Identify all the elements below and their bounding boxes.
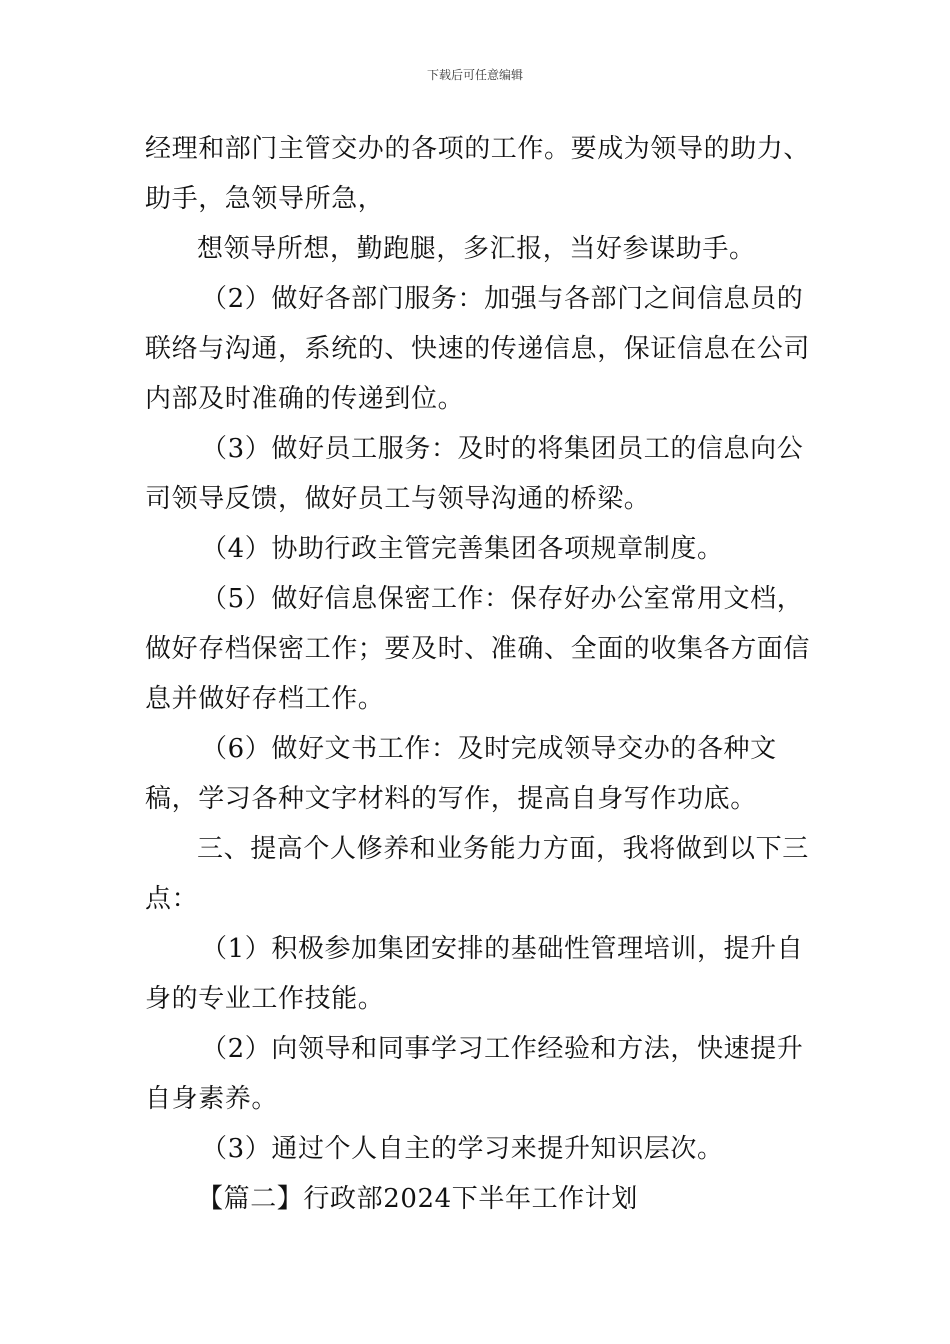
page-header-note: 下载后可任意编辑 (426, 68, 523, 82)
chapter-title: 【篇二】行政部2024下半年工作计划 (197, 1184, 638, 1214)
paragraph-9: （1）积极参加集团安排的基础性管理培训，提升自身的专业工作技能。 (145, 934, 804, 1014)
paragraph-2: 想领导所想，勤跑腿，多汇报，当好参谋助手。 (197, 234, 756, 264)
paragraph-5: （4）协助行政主管完善集团各项规章制度。 (201, 534, 724, 564)
paragraph-11: （3）通过个人自主的学习来提升知识层次。 (201, 1134, 724, 1164)
paragraph-10: （2）向领导和同事学习工作经验和方法，快速提升自身素养。 (145, 1034, 804, 1114)
paragraph-7: （6）做好文书工作：及时完成领导交办的各种文稿，学习各种文字材料的写作，提高自身写作功底。 (145, 734, 777, 814)
paragraph-1: 经理和部门主管交办的各项的工作。要成为领导的助力、助手，急领导所急， (145, 134, 811, 214)
section-heading-3: 三、提高个人修养和业务能力方面，我将做到以下三点： (145, 834, 809, 914)
paragraph-4: （3）做好员工服务：及时的将集团员工的信息向公司领导反馈，做好员工与领导沟通的桥梁。 (145, 434, 804, 514)
document-body (145, 124, 810, 1224)
paragraph-3: （2）做好各部门服务：加强与各部门之间信息员的联络与沟通，系统的、快速的传递信息，保证信息在公司内部及时准确的传递到位。 (145, 284, 811, 414)
paragraph-6: （5）做好信息保密工作：保存好办公室常用文档，做好存档保密工作；要及时、准确、全面的收集各方面信息并做好存档工作。 (145, 584, 811, 714)
